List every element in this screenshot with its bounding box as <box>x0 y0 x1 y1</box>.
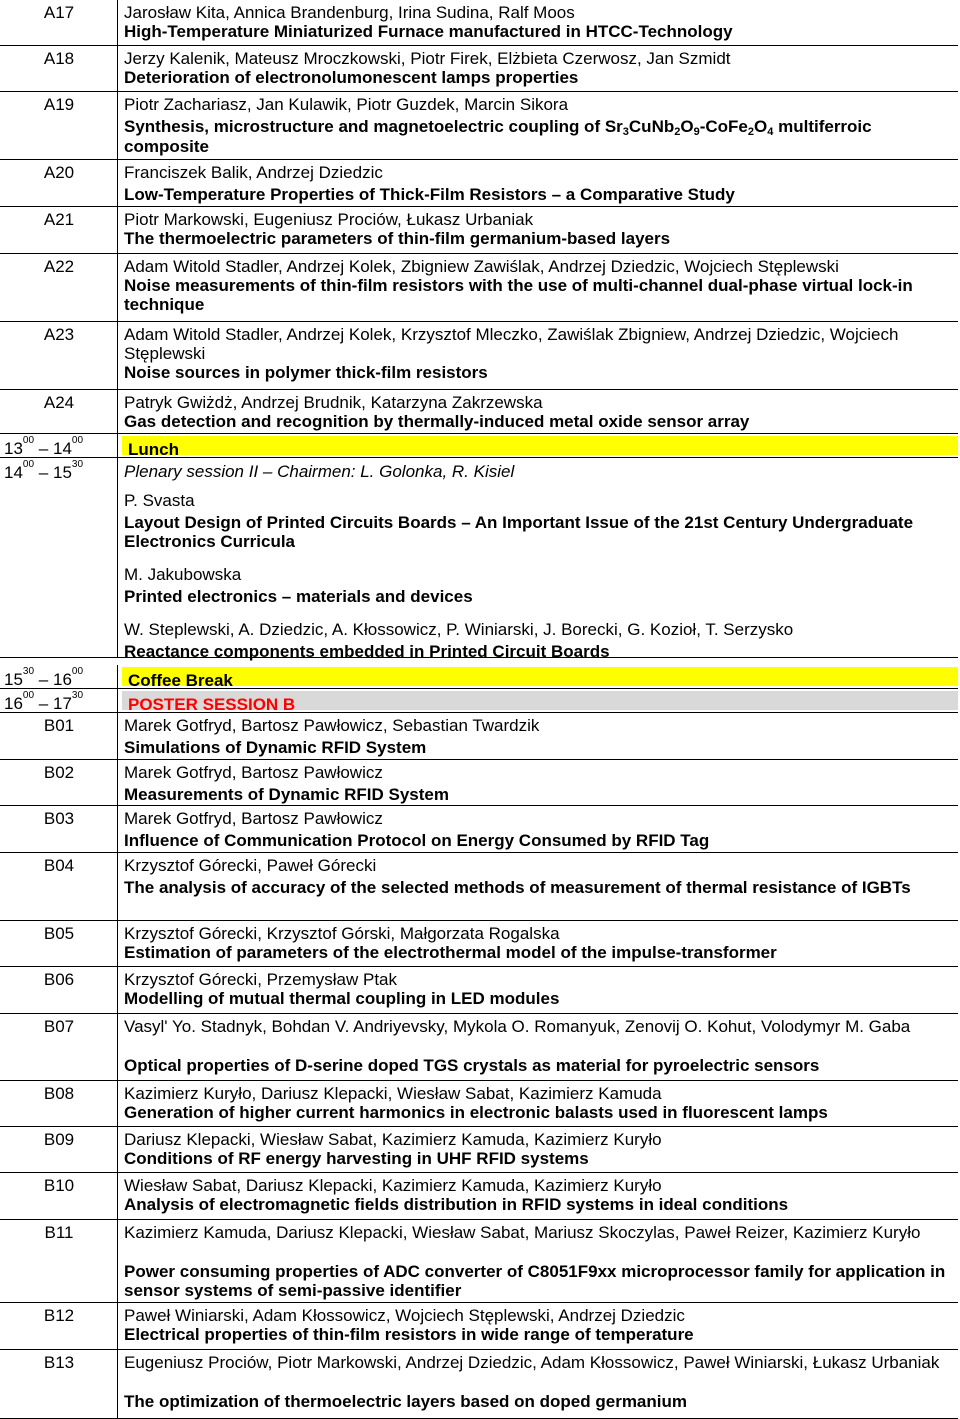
code-cell <box>0 689 118 713</box>
entry-authors: Piotr Markowski, Eugeniusz Prociów, Łukasz Urbaniak <box>124 210 534 229</box>
time-end: 17 <box>52 694 72 713</box>
time-end-minutes: 00 <box>71 435 84 446</box>
plenary-talk-title: Reactance components embedded in Printed Circuit Boards <box>124 642 610 661</box>
time-range <box>4 666 84 689</box>
time-end-minutes: 30 <box>71 459 84 470</box>
time-start: 15 <box>4 670 23 689</box>
entry-code: A18 <box>43 49 75 68</box>
content-cell <box>118 853 958 921</box>
entry-authors: Adam Witold Stadler, Andrzej Kolek, Krzysztof Mleczko, Zawiślak Zbigniew, Andrzej Dziedzic, Wojciech Stęplewski <box>124 325 899 363</box>
entry-code: B11 <box>44 1223 74 1242</box>
program-entry-row <box>0 1173 960 1220</box>
program-entry-row <box>0 760 960 806</box>
code-cell <box>0 806 118 853</box>
time-start-minutes: 30 <box>22 666 35 677</box>
entry-title: Optical properties of D-serine doped TGS crystals as material for pyroelectric sensors <box>124 1056 820 1075</box>
code-cell <box>0 458 118 658</box>
time-range <box>4 435 84 458</box>
title-part: 2 <box>747 126 755 138</box>
time-end-minutes: 30 <box>71 690 84 701</box>
entry-authors: Wiesław Sabat, Dariusz Klepacki, Kazimierz Kamuda, Kazimierz Kuryło <box>124 1176 662 1195</box>
code-cell <box>0 207 118 254</box>
entry-code: B12 <box>43 1306 75 1325</box>
content-cell <box>118 207 958 254</box>
entry-title: High-Temperature Miniaturized Furnace manufactured in HTCC-Technology <box>124 22 733 41</box>
title-part: O <box>680 117 694 136</box>
entry-code: A22 <box>43 257 75 276</box>
time-start: 13 <box>4 439 23 458</box>
time-start: 16 <box>4 694 23 713</box>
code-cell <box>0 665 118 689</box>
lunch-label: Lunch <box>128 440 179 459</box>
entry-authors: Piotr Zachariasz, Jan Kulawik, Piotr Guzdek, Marcin Sikora <box>124 95 569 114</box>
entry-title: Simulations of Dynamic RFID System <box>124 738 427 757</box>
entry-authors: Jarosław Kita, Annica Brandenburg, Irina Sudina, Ralf Moos <box>124 3 575 22</box>
content-cell <box>118 1350 958 1419</box>
program-entry-row <box>0 1220 960 1303</box>
entry-authors: Adam Witold Stadler, Andrzej Kolek, Zbigniew Zawiślak, Andrzej Dziedzic, Wojciech Stęplewski <box>124 257 839 276</box>
content-cell <box>118 1220 958 1303</box>
entry-authors: Marek Gotfryd, Bartosz Pawłowicz, Sebastian Twardzik <box>124 716 540 735</box>
code-cell <box>0 1220 118 1303</box>
content-cell <box>118 665 958 689</box>
title-part: -CoFe <box>699 117 748 136</box>
entry-code: B05 <box>43 924 75 943</box>
entry-title: Noise sources in polymer thick-film resistors <box>124 363 488 382</box>
plenary-talk-authors: P. Svasta <box>124 491 195 510</box>
time-end: 16 <box>52 670 72 689</box>
content-cell <box>118 322 958 390</box>
entry-title: The analysis of accuracy of the selected methods of measurement of thermal resistance of IGBTs <box>124 878 911 897</box>
entry-authors: Krzysztof Górecki, Przemysław Ptak <box>124 970 398 989</box>
entry-title: Estimation of parameters of the electrothermal model of the impulse-transformer <box>124 943 777 962</box>
title-part: 4 <box>767 126 774 138</box>
entry-code: A20 <box>43 163 75 182</box>
time-start-minutes: 00 <box>22 690 35 701</box>
code-cell <box>0 1127 118 1173</box>
content-cell <box>118 434 958 458</box>
plenary-talk-authors: W. Steplewski, A. Dziedzic, A. Kłossowicz, P. Winiarski, J. Borecki, G. Kozioł, T. Serzysko <box>124 620 794 639</box>
time-range <box>4 690 84 713</box>
time-dash: – <box>38 670 49 689</box>
time-start-minutes: 00 <box>22 459 35 470</box>
entry-code: A17 <box>43 3 75 22</box>
code-cell <box>0 0 118 46</box>
program-entry-row <box>0 390 960 434</box>
content-cell <box>118 458 958 661</box>
entry-authors: Eugeniusz Prociów, Piotr Markowski, Andrzej Dziedzic, Adam Kłossowicz, Paweł Winiarski, Łukasz Urbaniak <box>124 1353 940 1372</box>
entry-code: B01 <box>43 716 75 735</box>
entry-authors: Kazimierz Kamuda, Dariusz Klepacki, Wiesław Sabat, Mariusz Skoczylas, Paweł Reizer, Kazimierz Kuryło <box>124 1223 921 1242</box>
title-part: multiferroic composite <box>124 117 872 156</box>
code-cell <box>0 760 118 806</box>
entry-title: Deterioration of electronolumonescent lamps properties <box>124 68 579 87</box>
entry-code: B10 <box>43 1176 75 1195</box>
time-dash: – <box>38 463 49 482</box>
code-cell <box>0 434 118 458</box>
entry-title: The optimization of thermoelectric layers based on doped germanium <box>124 1392 687 1411</box>
content-cell <box>118 713 958 760</box>
entry-authors: Marek Gotfryd, Bartosz Pawłowicz <box>124 763 383 782</box>
program-entry-row <box>0 853 960 921</box>
poster-session-label: POSTER SESSION B <box>128 695 296 714</box>
content-cell <box>118 390 958 434</box>
entry-title: Conditions of RF energy harvesting in UHF RFID systems <box>124 1149 589 1168</box>
time-end: 15 <box>52 463 72 482</box>
entry-title: Influence of Communication Protocol on Energy Consumed by RFID Tag <box>124 831 710 850</box>
time-dash: – <box>38 694 49 713</box>
program-entry-row <box>0 92 960 160</box>
entry-title: Gas detection and recognition by thermally-induced metal oxide sensor array <box>124 412 750 431</box>
code-cell <box>0 1173 118 1220</box>
entry-code: A24 <box>43 393 75 412</box>
plenary-label: Plenary session II <box>124 462 259 481</box>
program-entry-row <box>0 46 960 92</box>
code-cell <box>0 254 118 322</box>
poster-session-highlight <box>122 691 958 714</box>
title-part: O <box>754 117 768 136</box>
entry-authors: Krzysztof Górecki, Krzysztof Górski, Małgorzata Rogalska <box>124 924 560 943</box>
code-cell <box>0 1303 118 1350</box>
entry-code: B02 <box>43 763 75 782</box>
entry-authors: Paweł Winiarski, Adam Kłossowicz, Wojciech Stęplewski, Andrzej Dziedzic <box>124 1306 685 1325</box>
code-cell <box>0 713 118 760</box>
code-cell <box>0 1014 118 1081</box>
plenary-row <box>0 458 960 661</box>
plenary-chairmen: – Chairmen: L. Golonka, R. Kisiel <box>258 462 515 481</box>
program-entry-row <box>0 713 960 760</box>
coffee-label: Coffee Break <box>128 671 233 690</box>
code-cell <box>0 1350 118 1419</box>
code-cell <box>0 390 118 434</box>
entry-authors: Dariusz Klepacki, Wiesław Sabat, Kazimierz Kamuda, Kazimierz Kuryło <box>124 1130 662 1149</box>
entry-title: Measurements of Dynamic RFID System <box>124 785 449 804</box>
entry-authors: Kazimierz Kuryło, Dariusz Klepacki, Wiesław Sabat, Kazimierz Kamuda <box>124 1084 662 1103</box>
title-part: Synthesis, microstructure and magnetoelectric coupling of Sr <box>124 117 623 136</box>
entry-code: A19 <box>43 95 75 114</box>
entry-title: Electrical properties of thin-film resistors in wide range of temperature <box>124 1325 694 1344</box>
plenary-talk-title: Layout Design of Printed Circuits Boards – An Important Issue of the 21st Century Undergraduate Electronics Curricula <box>124 513 914 551</box>
code-cell <box>0 921 118 967</box>
content-cell <box>118 1303 958 1350</box>
entry-authors: Krzysztof Górecki, Paweł Górecki <box>124 856 377 875</box>
entry-authors: Jerzy Kalenik, Mateusz Mroczkowski, Piotr Firek, Elżbieta Czerwosz, Jan Szmidt <box>124 49 731 68</box>
plenary-talk-title: Printed electronics – materials and devices <box>124 587 473 606</box>
program-entry-row <box>0 1081 960 1127</box>
entry-title: The thermoelectric parameters of thin-film germanium-based layers <box>124 229 671 248</box>
content-cell <box>118 160 958 207</box>
entry-authors: Vasyl' Yo. Stadnyk, Bohdan V. Andriyevsky, Mykola O. Romanyuk, Zenovij O. Kohut, Volodymyr M. Gaba <box>124 1017 911 1036</box>
entry-code: B09 <box>43 1130 75 1149</box>
title-part: CuNb <box>628 117 675 136</box>
time-range <box>4 459 84 482</box>
time-start-minutes: 00 <box>22 435 35 446</box>
code-cell <box>0 92 118 160</box>
program-entry-row <box>0 207 960 254</box>
code-cell <box>0 967 118 1014</box>
coffee-highlight <box>122 667 958 690</box>
entry-code: B03 <box>43 809 75 828</box>
time-start: 14 <box>4 463 23 482</box>
content-cell <box>118 1014 958 1081</box>
poster-session-row <box>0 689 960 713</box>
code-cell <box>0 160 118 207</box>
content-cell <box>118 254 958 322</box>
entry-title: Noise measurements of thin-film resistors with the use of multi-channel dual-phase virtual lock-in technique <box>124 276 913 314</box>
program-entry-row <box>0 0 960 46</box>
entry-title: Power consuming properties of ADC converter of C8051F9xx microprocessor family for application in sensor systems of semi-passive identifier <box>124 1262 946 1300</box>
content-cell <box>118 689 958 713</box>
plenary-heading <box>124 462 514 481</box>
content-cell <box>118 1127 958 1173</box>
content-cell <box>118 806 958 853</box>
content-cell <box>118 46 958 92</box>
entry-code: A23 <box>43 325 75 344</box>
time-dash: – <box>38 439 49 458</box>
content-cell <box>118 760 958 806</box>
content-cell <box>118 967 958 1014</box>
entry-code: B13 <box>43 1353 75 1372</box>
program-entry-row <box>0 254 960 322</box>
entry-title: Low-Temperature Properties of Thick-Film Resistors – a Comparative Study <box>124 185 735 204</box>
entry-code: B08 <box>43 1084 75 1103</box>
content-cell <box>118 1173 958 1220</box>
program-entry-row <box>0 1350 960 1419</box>
entry-code: A21 <box>43 210 75 229</box>
program-entry-row <box>0 1127 960 1173</box>
entry-title: Generation of higher current harmonics in electronic balasts used in fluorescent lamps <box>124 1103 828 1122</box>
code-cell <box>0 853 118 921</box>
program-entry-row <box>0 967 960 1014</box>
program-entry-row <box>0 160 960 207</box>
content-cell <box>118 921 958 967</box>
title-part: 2 <box>674 126 681 138</box>
program-entry-row <box>0 921 960 967</box>
time-end: 14 <box>52 439 72 458</box>
program-entry-row <box>0 1303 960 1350</box>
title-part: 3 <box>622 126 629 138</box>
code-cell <box>0 46 118 92</box>
entry-title: Modelling of mutual thermal coupling in LED modules <box>124 989 560 1008</box>
plenary-talk-authors: M. Jakubowska <box>124 565 242 584</box>
entry-title <box>124 117 952 156</box>
entry-code: B07 <box>43 1017 75 1036</box>
code-cell <box>0 322 118 390</box>
lunch-highlight <box>122 436 958 459</box>
entry-authors: Franciszek Balik, Andrzej Dziedzic <box>124 163 383 182</box>
entry-code: B04 <box>43 856 75 875</box>
content-cell <box>118 1081 958 1127</box>
entry-authors: Patryk Gwiżdż, Andrzej Brudnik, Katarzyna Zakrzewska <box>124 393 543 412</box>
content-cell <box>118 92 958 160</box>
entry-title: Analysis of electromagnetic fields distribution in RFID systems in ideal conditions <box>124 1195 789 1214</box>
entry-code: B06 <box>43 970 75 989</box>
title-part: 9 <box>693 126 700 138</box>
code-cell <box>0 1081 118 1127</box>
content-cell <box>118 0 958 46</box>
program-entry-row <box>0 1014 960 1081</box>
program-entry-row <box>0 806 960 853</box>
program-entry-row <box>0 322 960 390</box>
time-end-minutes: 00 <box>71 666 84 677</box>
lunch-row <box>0 434 960 458</box>
coffee-row <box>0 665 960 689</box>
entry-authors: Marek Gotfryd, Bartosz Pawłowicz <box>124 809 383 828</box>
